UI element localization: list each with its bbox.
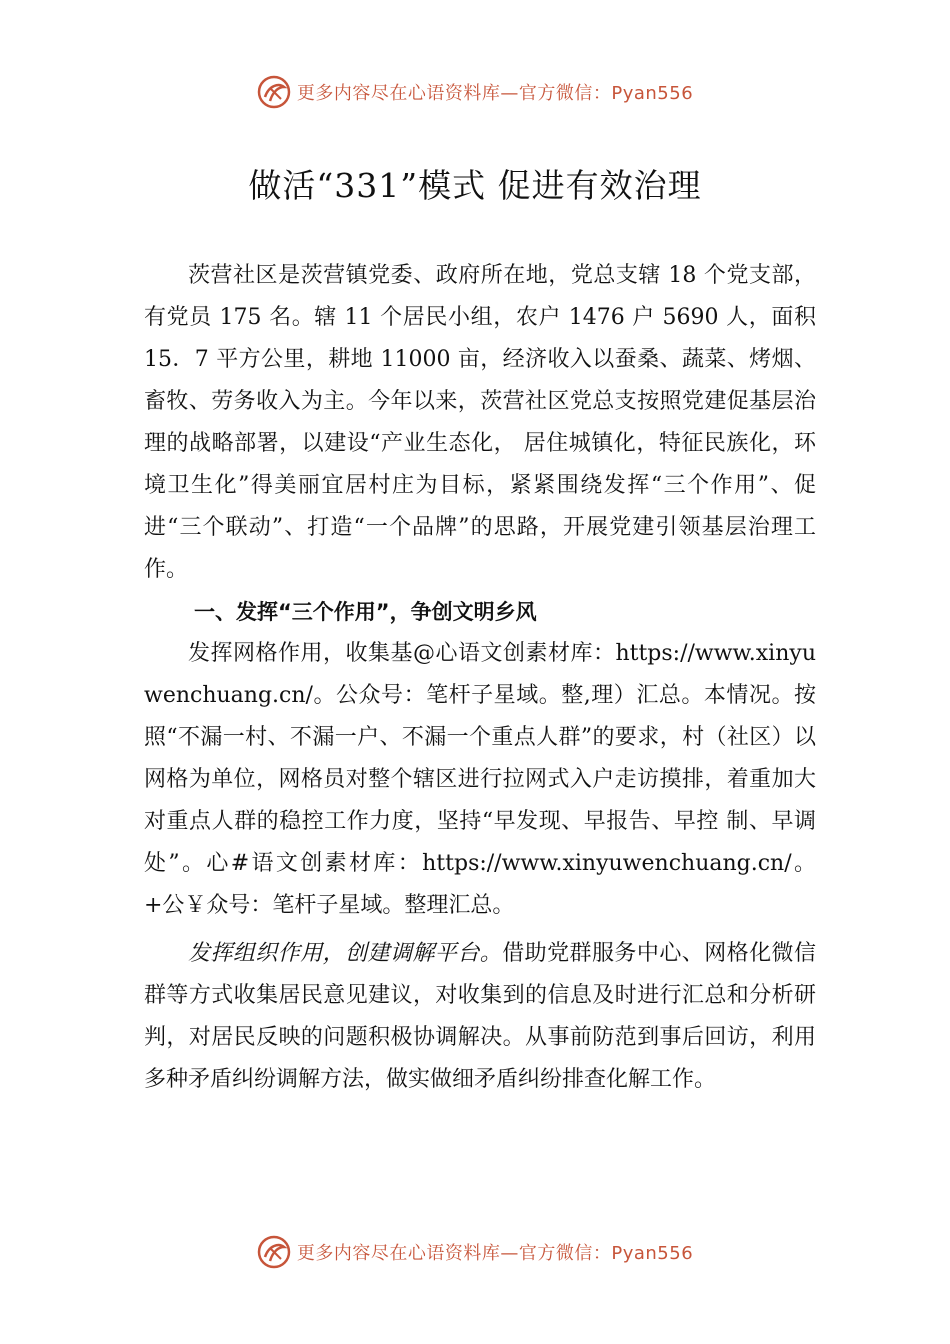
seal-logo-icon bbox=[257, 75, 291, 109]
document-title: 做活“331”模式 促进有效治理 bbox=[248, 166, 702, 205]
footer-banner bbox=[0, 1230, 950, 1274]
footer-banner-text: 更多内容尽在心语资料库—官方微信：Pyan556 bbox=[296, 1243, 694, 1264]
paragraph-body-text: 借助党群服务中心、网格化微信群等方式收集居民意见建议，对收集到的信息及时进行汇总和分析研判，对居民反映的问题积极协调解决。从事前防范到事后回访，利用多种矛盾纠纷调解方法，做实做细矛盾纠纷排查化解工作。 bbox=[144, 941, 816, 1092]
intro-paragraph: 茨营社区是茨营镇党委、政府所在地，党总支辖 18 个党支部，有党员 175 名。辖 11 个居民小组，农户 1476 户 5690 人，面积 15．7 平方公里，耕地 11000 亩，经济收入以蚕桑、蔬菜、烤烟、畜牧、劳务收入为主。今年以来，茨营社区党总支按照党建促基层治理的战略部署，以建设“产业生态化， 居住城镇化，特征民族化，环境卫生化”得美丽宜居村庄为目标，紧紧围绕发挥“三个作用”、促进“三个联动”、打造“一个品牌”的思路，开展党建引领基层治理工作。 bbox=[144, 263, 816, 582]
paragraph-lead-phrase: 发挥组织作用，创建调解平台。 bbox=[188, 941, 503, 966]
document-body bbox=[144, 255, 816, 1101]
section1-paragraph-2 bbox=[144, 933, 816, 1101]
header-banner-text: 更多内容尽在心语资料库—官方微信：Pyan556 bbox=[296, 83, 694, 104]
section1-paragraph-1: 发挥网格作用，收集基@心语文创素材库：https://www.xinyuwenchuang.cn/。公众号：笔杆子星域。整,理）汇总。本情况。按照“不漏一村、不漏一户、不漏一个重点人群”的要求，村（社区）以网格为单位，网格员对整个辖区进行拉网式入户走访摸排，着重加大对重点人群的稳控工作力度，坚持“早发现、早报告、早控 制、早调处”。心#语文创素材库：https://www.xinyuwenchuang.cn/。+公￥众号：笔杆子星域。整理汇总。 bbox=[144, 641, 816, 918]
seal-logo-icon bbox=[257, 1235, 291, 1269]
section-heading-1: 一、发挥“三个作用”，争创文明乡风 bbox=[194, 600, 537, 624]
header-banner bbox=[0, 70, 950, 114]
